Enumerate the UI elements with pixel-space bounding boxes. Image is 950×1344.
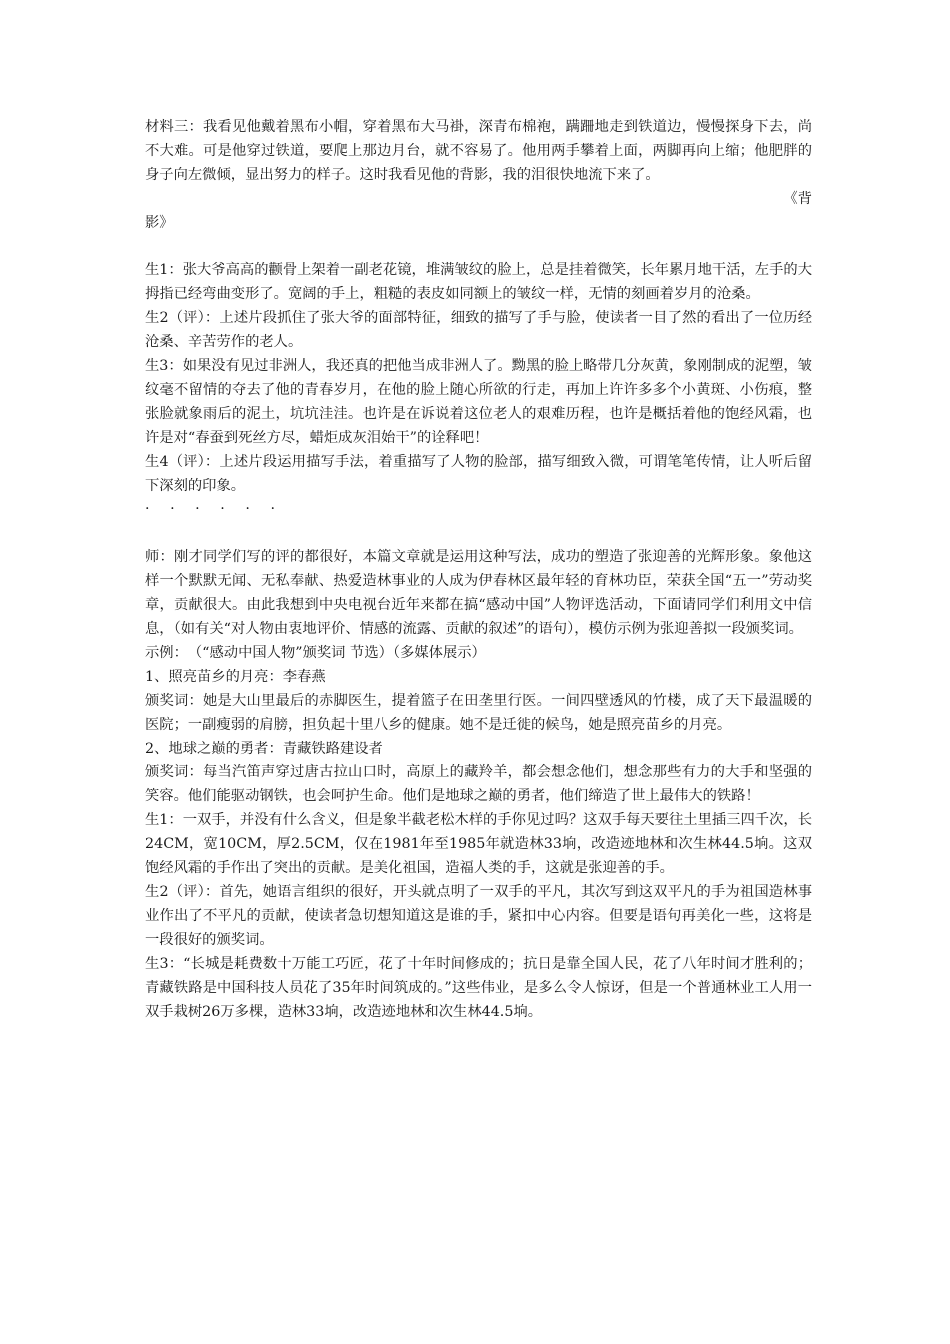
example-1-citation: 颁奖词：她是大山里最后的赤脚医生，提着篮子在田垄里行医。一间四壁透风的竹楼，成了天下最温暖的医院；一副瘦弱的肩膀，担负起十里八乡的健康。她不是迁徙的候鸟，她是照亮苗乡的月亮。 <box>145 692 812 733</box>
ellipsis-dots: · · · · · · <box>145 501 283 518</box>
teacher-paragraph: 师：刚才同学们写的评的都很好，本篇文章就是运用这种写法，成功的塑造了张迎善的光辉形象。象他这样一个默默无闻、无私奉献、热爱造林事业的人成为伊春林区最年轻的育林功臣，荣获全国“五一”劳动奖章，贡献很大。由此我想到中央电视台近年来都在搞“感动中国”人物评选活动，下面请同学们利用文中信息，（如有关“对人物由衷地评价、情感的流露、贡献的叙述”的语句），模仿示例为张迎善拟一段颁奖词。 <box>145 549 812 637</box>
student-3-citation-draft: 生3：“长城是耗费数十万能工巧匠，花了十年时间修成的；抗日是靠全国人民，花了八年时间才胜利的；青藏铁路是中国科技人员花了35年时间筑成的。”这些伟业，是多么令人惊讶，但是一个普通林业工人用一双手栽树26万多棵，造林33垧，改造迹地林和次生林44.5垧。 <box>145 955 812 1020</box>
student-3-paragraph: 生3：如果没有见过非洲人，我还真的把他当成非洲人了。黝黑的脸上略带几分灰黄，象刚制成的泥塑，皱纹毫不留情的夺去了他的青春岁月，在他的脸上随心所欲的行走，再加上许许多多个小黄斑、小伤痕，整张脸就象雨后的泥土，坑坑洼洼。也许是在诉说着这位老人的艰难历程，也许是概括着他的饱经风霜，也许是对“春蚕到死丝方尽，蜡炬成灰泪始干”的诠释吧！ <box>145 358 812 446</box>
student-1-paragraph: 生1：张大爷高高的颧骨上架着一副老花镜，堆满皱纹的脸上，总是挂着微笑，长年累月地干活，左手的大拇指已经弯曲变形了。宽阔的手上，粗糙的表皮如同额上的皱纹一样，无情的刻画着岁月的沧桑。 <box>145 262 812 303</box>
example-2-citation: 颁奖词：每当汽笛声穿过唐古拉山口时，高原上的藏羚羊，都会想念他们，想念那些有力的大手和坚强的笑容。他们能驱动钢铁，也会呵护生命。他们是地球之巅的勇者，他们缔造了世上最伟大的铁路！ <box>145 764 812 805</box>
document-page <box>145 116 812 1024</box>
example-header: 示例： （“感动中国人物”颁奖词 节选）（多媒体展示） <box>145 644 486 661</box>
student-1-citation-draft: 生1：一双手，并没有什么含义，但是象半截老松木样的手你见过吗？这双手每天要往土里插三四千次，长24CM，宽10CM，厚2.5CM，仅在1981年至1985年就造林33垧，改造迹地林和次生林44.5垧。这双饱经风霜的手作出了突出的贡献。是美化祖国，造福人类的手，这就是张迎善的手。 <box>145 812 812 877</box>
example-1-title: 1、照亮苗乡的月亮：李春燕 <box>145 668 326 685</box>
example-2-title: 2、地球之巅的勇者：青藏铁路建设者 <box>145 740 383 757</box>
material-three-paragraph: 材料三：我看见他戴着黑布小帽，穿着黑布大马褂，深青布棉袍，蹒跚地走到铁道边，慢慢探身下去，尚不大难。可是他穿过铁道，要爬上那边月台，就不容易了。他用两手攀着上面，两脚再向上缩；他肥胖的身子向左微倾，显出努力的样子。这时我看见他的背影，我的泪很快地流下来了。 <box>145 119 812 183</box>
source-title-end: 影》 <box>145 214 174 231</box>
blank-line <box>145 522 812 546</box>
student-4-comment: 生4（评）：上述片段运用描写手法，着重描写了人物的脸部，描写细致入微，可谓笔笔传情，让人听后留下深刻的印象。 <box>145 453 812 494</box>
blank-line <box>145 236 812 260</box>
student-2-citation-comment: 生2（评）：首先，她语言组织的很好，开头就点明了一双手的平凡，其次写到这双平凡的手为祖国造林事业作出了不平凡的贡献，使读者急切想知道这是谁的手，紧扣中心内容。但要是语句再美化一些，这将是一段很好的颁奖词。 <box>145 883 812 948</box>
student-2-comment: 生2（评）：上述片段抓住了张大爷的面部特征，细致的描写了手与脸，使读者一目了然的看出了一位历经沧桑、辛苦劳作的老人。 <box>145 310 812 351</box>
source-title-start: 《背 <box>783 190 812 207</box>
